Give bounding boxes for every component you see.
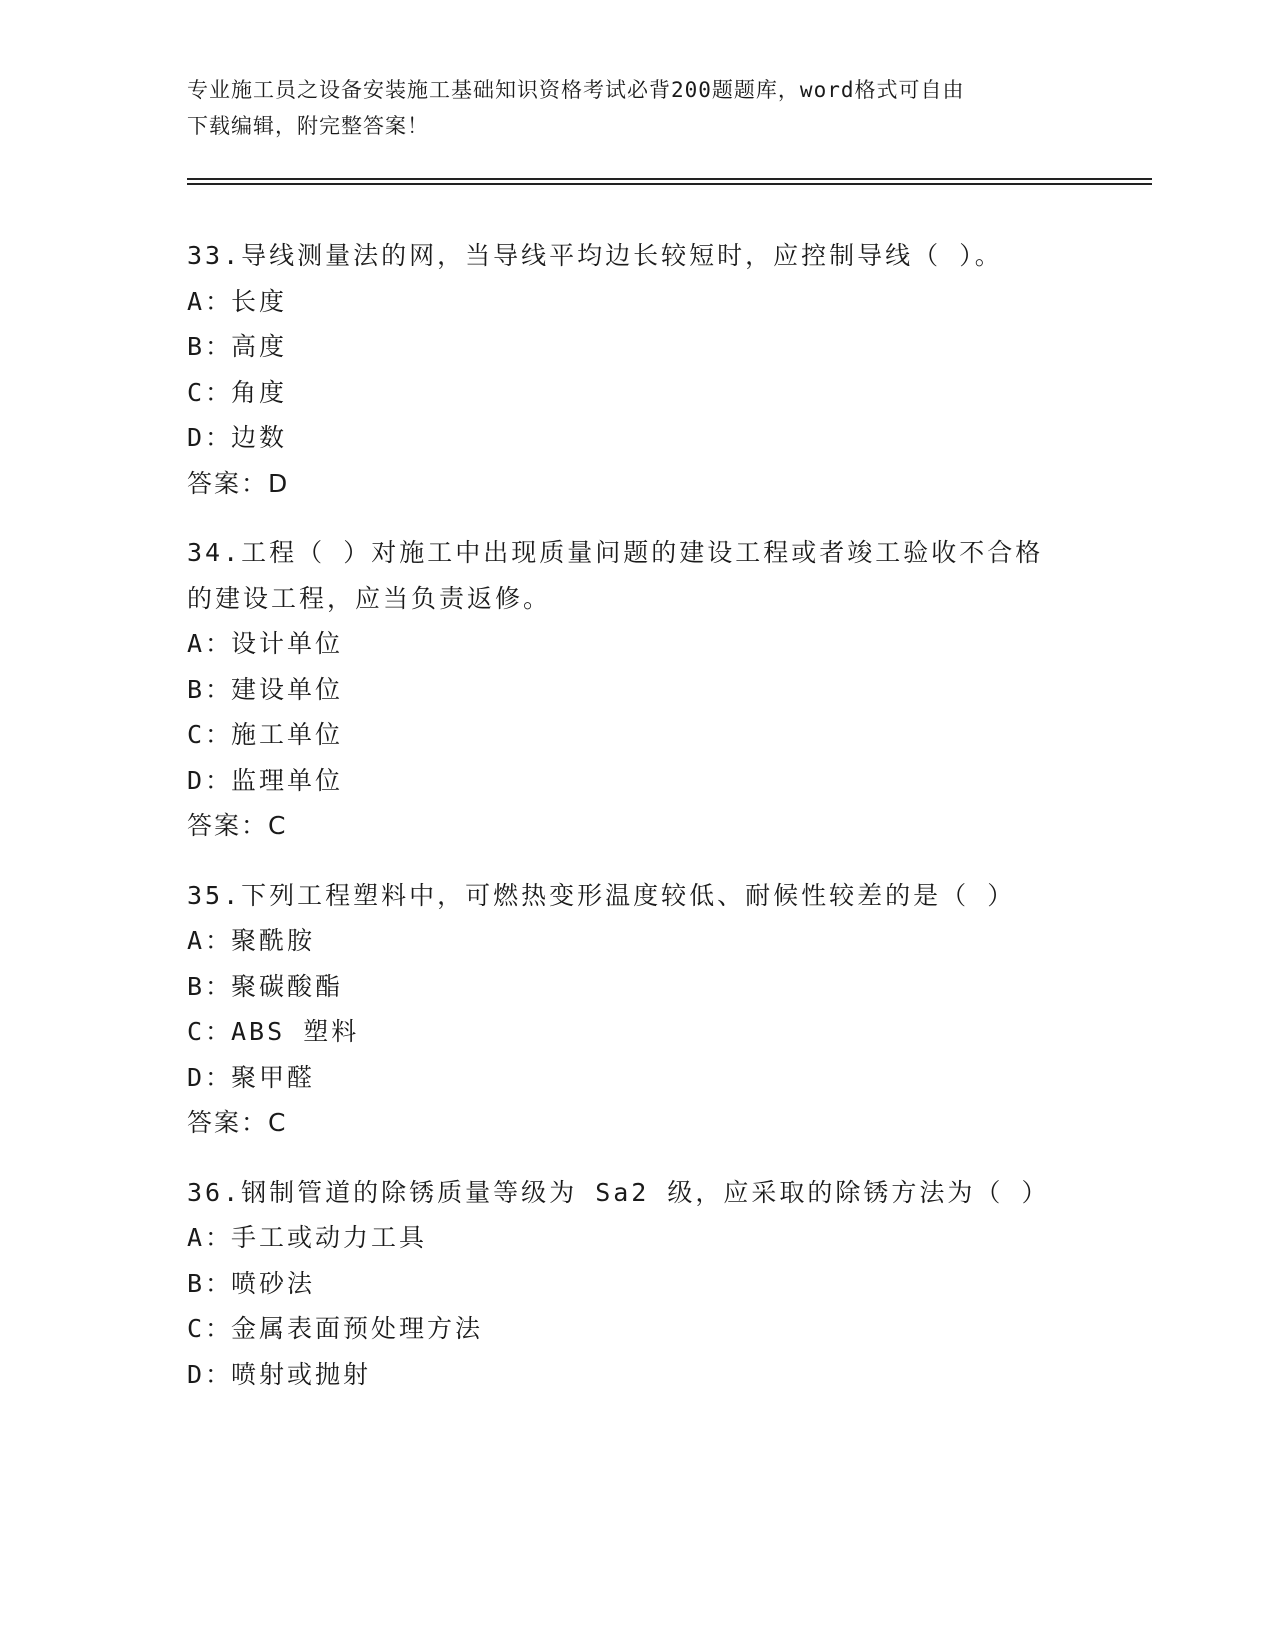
- option-letter: C：: [187, 377, 234, 407]
- answer-option: [187, 415, 1087, 461]
- answer-option: [187, 370, 1087, 416]
- answer-option: [187, 1215, 1087, 1261]
- option-text: 监理单位: [231, 765, 344, 795]
- option-letter: C：: [187, 720, 234, 749]
- option-letter: A：: [187, 286, 234, 316]
- option-text: 高度: [231, 332, 288, 361]
- header-line-1: 专业施工员之设备安装施工基础知识资格考试必背200题题库，word格式可自由: [187, 78, 965, 102]
- answer-option: [187, 1306, 1087, 1352]
- option-letter: C：: [187, 1017, 234, 1046]
- answer-key: 答案：C: [187, 811, 288, 840]
- answer-option: [187, 621, 1087, 667]
- answer-option: [187, 964, 1087, 1010]
- answer-option: [187, 918, 1087, 964]
- option-letter: D：: [187, 1062, 234, 1092]
- option-letter: A：: [187, 926, 234, 955]
- question-block: [187, 530, 1087, 849]
- answer-option: [187, 1055, 1087, 1101]
- header-divider-top: [187, 178, 1152, 180]
- answer-option: [187, 667, 1087, 713]
- option-letter: B：: [187, 332, 234, 361]
- option-letter: B：: [187, 971, 234, 1001]
- option-letter: D：: [187, 765, 234, 795]
- option-text: 建设单位: [231, 674, 344, 704]
- option-text: 金属表面预处理方法: [231, 1314, 484, 1343]
- option-text: ABS 塑料: [231, 1017, 360, 1046]
- option-letter: B：: [187, 1268, 234, 1298]
- option-text: 手工或动力工具: [231, 1223, 428, 1252]
- answer-option: [187, 712, 1087, 758]
- question-stem: 36.钢制管道的除锈质量等级为 Sa2 级，应采取的除锈方法为（ ）: [187, 1177, 1050, 1207]
- answer-option: [187, 1261, 1087, 1307]
- answer-option: [187, 1009, 1087, 1055]
- option-text: 施工单位: [231, 720, 344, 749]
- option-letter: C：: [187, 1314, 234, 1343]
- option-letter: A：: [187, 1223, 234, 1252]
- option-text: 喷砂法: [231, 1268, 316, 1298]
- option-text: 边数: [231, 423, 288, 452]
- answer-key: 答案：C: [187, 1108, 288, 1137]
- option-text: 长度: [231, 286, 288, 316]
- question-stem: 35.下列工程塑料中，可燃热变形温度较低、耐候性较差的是（ ）: [187, 880, 1016, 910]
- option-letter: D：: [187, 1359, 234, 1389]
- header-divider-bottom: [187, 183, 1152, 185]
- option-text: 角度: [231, 377, 288, 407]
- header-line-2: 下载编辑，附完整答案！: [187, 114, 429, 138]
- question-block: [187, 1170, 1087, 1398]
- answer-option: [187, 279, 1087, 325]
- option-text: 聚酰胺: [231, 926, 316, 955]
- question-list: [187, 233, 1087, 1421]
- option-text: 喷射或抛射: [231, 1359, 372, 1389]
- question-block: [187, 873, 1087, 1146]
- answer-option: [187, 1352, 1087, 1398]
- question-stem: 的建设工程，应当负责返修。: [187, 583, 552, 613]
- option-text: 聚碳酸酯: [231, 971, 344, 1001]
- answer-option: [187, 324, 1087, 370]
- question-stem: 34.工程（ ）对施工中出现质量问题的建设工程或者竣工验收不合格: [187, 538, 1044, 567]
- option-letter: D：: [187, 423, 234, 452]
- question-stem: 33.导线测量法的网，当导线平均边长较短时，应控制导线（ ）。: [187, 241, 1003, 270]
- option-letter: B：: [187, 674, 234, 704]
- answer-key: 答案：D: [187, 468, 290, 498]
- answer-option: [187, 758, 1087, 804]
- document-header: [187, 72, 1067, 144]
- option-text: 设计单位: [231, 629, 344, 658]
- option-letter: A：: [187, 629, 234, 658]
- question-block: [187, 233, 1087, 506]
- option-text: 聚甲醛: [231, 1062, 316, 1092]
